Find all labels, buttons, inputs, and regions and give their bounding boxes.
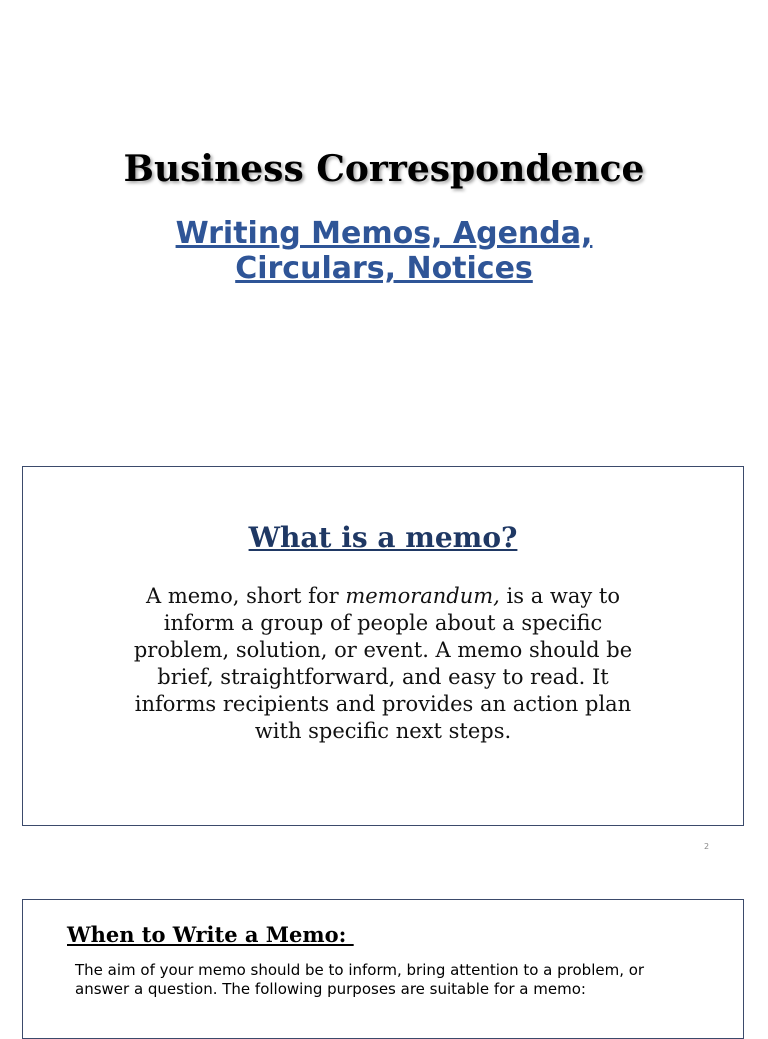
subtitle-line-2: Circulars, Notices (235, 251, 533, 286)
memo-definition-slide (22, 466, 744, 826)
slide-heading: When to Write a Memo: (67, 922, 354, 947)
slide-subtitle (0, 216, 768, 286)
slide-heading: What is a memo? (248, 521, 518, 554)
body-text-end: is a way to inform a group of people about a specific problem, solution, or event. A memo should be brief, straightforward, and easy to read. It informs recipients and provides an action plan with specific next steps. (133, 584, 633, 743)
subtitle-line-1: Writing Memos, Agenda, (175, 216, 593, 251)
body-text-italic: memorandum, (345, 584, 500, 608)
when-to-write-slide (22, 899, 744, 1039)
slide-body-text (133, 583, 633, 745)
slide-body-text: The aim of your memo should be to inform, bring attention to a problem, or answer a question. The following purposes are suitable for a memo: (75, 961, 645, 998)
page-number: 2 (704, 842, 710, 851)
slide-title: Business Correspondence (123, 148, 645, 190)
body-text-start: A memo, short for (145, 584, 346, 608)
title-slide (0, 0, 768, 440)
